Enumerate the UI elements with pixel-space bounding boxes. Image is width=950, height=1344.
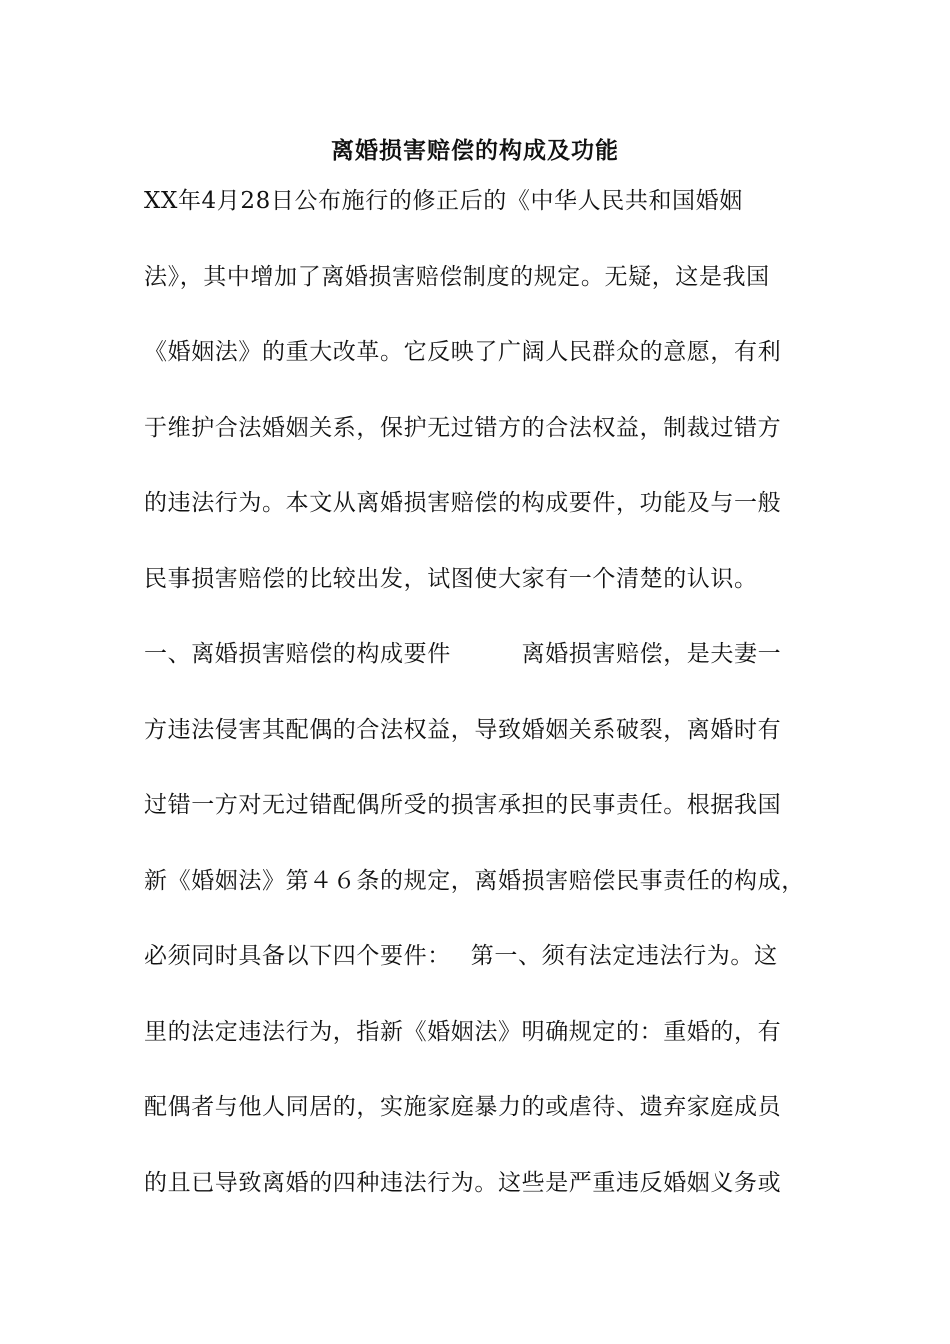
body-line: 《婚姻法》的重大改革。它反映了广阔人民群众的意愿，有利 [144, 339, 782, 365]
body-line: 新《婚姻法》第４６条的规定，离婚损害赔偿民事责任的构成， [144, 867, 805, 894]
body-line: 的违法行为。本文从离婚损害赔偿的构成要件，功能及与一般 [144, 490, 782, 516]
body-line: 配偶者与他人同居的，实施家庭暴力的或虐待、遗弃家庭成员 [144, 1094, 782, 1120]
body-line: XX年4月28日公布施行的修正后的《中华人民共和国婚姻 [144, 188, 743, 214]
body-line: 方违法侵害其配偶的合法权益，导致婚姻关系破裂，离婚时有 [144, 716, 782, 743]
body-line: 必须同时具备以下四个要件： 第一、须有法定违法行为。这 [144, 943, 778, 969]
body-line: 法》，其中增加了离婚损害赔偿制度的规定。无疑，这是我国 [144, 263, 770, 290]
body-line: 的且已导致离婚的四种违法行为。这些是严重违反婚姻义务或 [144, 1169, 782, 1196]
body-line: 过错一方对无过错配偶所受的损害承担的民事责任。根据我国 [144, 792, 782, 818]
document-title: 离婚损害赔偿的构成及功能 [331, 137, 619, 164]
body-line: 民事损害赔偿的比较出发，试图使大家有一个清楚的认识。 [144, 565, 758, 592]
body-line: 里的法定违法行为，指新《婚姻法》明确规定的：重婚的，有 [144, 1018, 782, 1045]
body-line: 于维护合法婚姻关系，保护无过错方的合法权益，制裁过错方 [144, 414, 782, 441]
document-body [144, 183, 844, 1240]
body-line: 一、离婚损害赔偿的构成要件 离婚损害赔偿，是夫妻一 [144, 641, 782, 667]
